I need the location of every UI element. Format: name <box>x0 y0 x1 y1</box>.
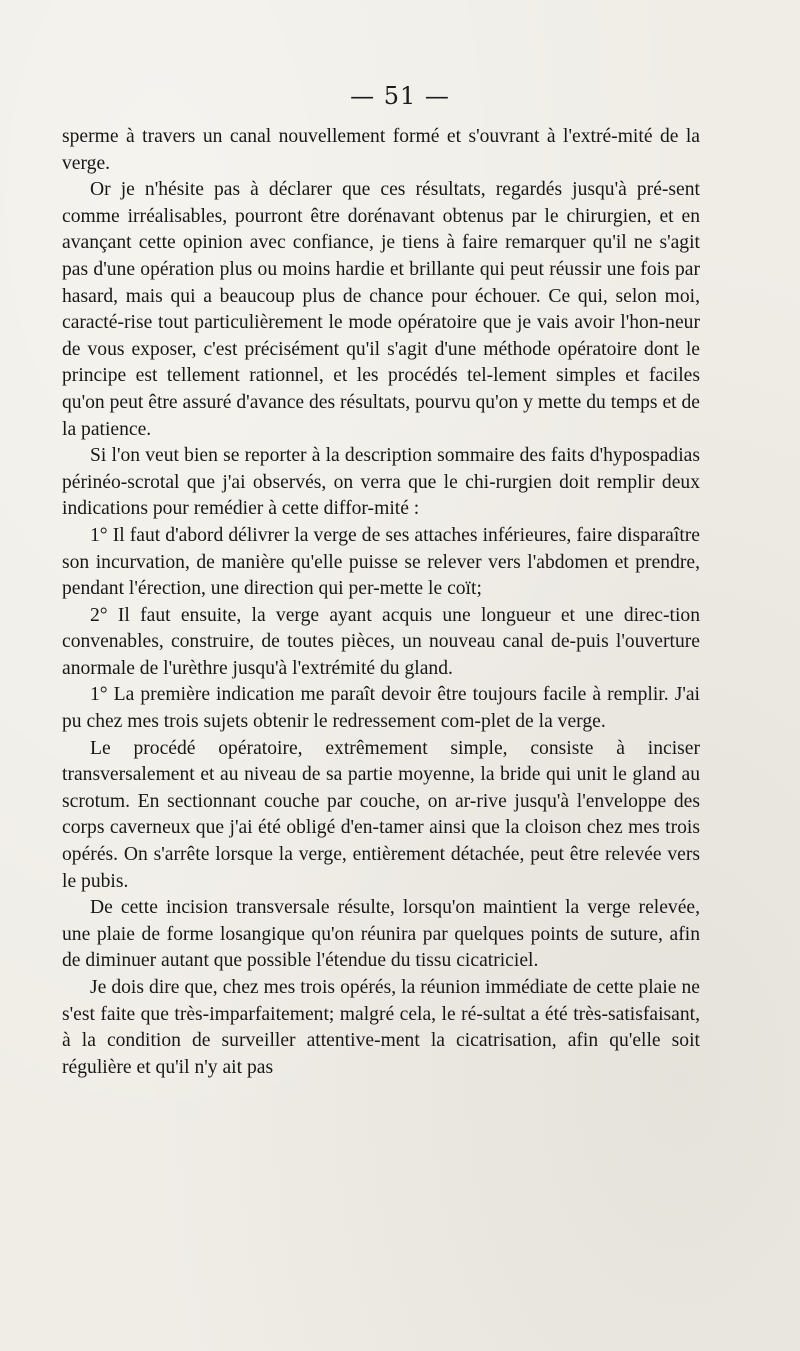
paragraph: 1° Il faut d'abord délivrer la verge de ses attaches inférieures, faire disparaître son incurvation, de manière qu'elle puisse se relever vers l'abdomen et prendre, pendant l'érection, une direction qui per-mette le coït; <box>62 524 700 600</box>
paragraph: 2° Il faut ensuite, la verge ayant acquis une longueur et une direc-tion convenables, construire, de toutes pièces, un nouveau canal de-puis l'ouverture anormale de l'urèthre jusqu'à l'extrémité du gland. <box>62 604 700 679</box>
page-number: — 51 — <box>350 82 450 110</box>
paragraph: De cette incision transversale résulte, lorsqu'on maintient la verge relevée, une plaie de forme losangique qu'on réunira par quelques points de suture, afin de diminuer autant que possible l'étendue du tissu cicatriciel. <box>62 897 700 972</box>
body-text <box>62 124 700 1081</box>
paragraph: Or je n'hésite pas à déclarer que ces résultats, regardés jusqu'à pré-sent comme irréalisables, pourront être dorénavant obtenus par le chirurgien, et en avançant cette opinion avec confiance, je tiens à faire remarquer qu'il ne s'agit pas d'une opération plus ou moins hardie et brillante qui peut réussir une fois par hasard, mais qui a beaucoup plus de chance pour échouer. Ce qui, selon moi, caracté-rise tout particulièrement le mode opératoire que je vais avoir l'hon-neur de vous exposer, c'est précisément qu'il s'agit d'une méthode opératoire dont le principe est tellement rationnel, et les procédés tel-lement simples et faciles qu'on peut être assuré d'avance des résultats, pourvu qu'on y mette du temps et de la patience. <box>62 179 700 440</box>
paragraph: 1° La première indication me paraît devoir être toujours facile à remplir. J'ai pu chez mes trois sujets obtenir le redressement com-plet de la verge. <box>62 684 700 733</box>
paragraph: Si l'on veut bien se reporter à la description sommaire des faits d'hypospadias périnéo-scrotal que j'ai observés, on verra que le chi-rurgien doit remplir deux indications pour remédier à cette diffor-mité : <box>62 445 700 520</box>
paragraph: Le procédé opératoire, extrêmement simple, consiste à inciser transversalement et au niveau de sa partie moyenne, la bride qui unit le gland au scrotum. En sectionnant couche par couche, on ar-rive jusqu'à l'enveloppe des corps caverneux que j'ai été obligé d'en-tamer ainsi que la cloison chez mes trois opérés. On s'arrête lorsque la verge, entièrement détachée, peut être relevée vers le pubis. <box>62 737 700 892</box>
paragraph-continuation: sperme à travers un canal nouvellement formé et s'ouvrant à l'extré-mité de la verge. <box>62 126 700 174</box>
paragraph: Je dois dire que, chez mes trois opérés, la réunion immédiate de cette plaie ne s'est faite que très-imparfaitement; malgré cela, le ré-sultat a été très-satisfaisant, à la condition de surveiller attentive-ment la cicatrisation, afin qu'elle soit régulière et qu'il n'y ait pas <box>62 977 700 1078</box>
